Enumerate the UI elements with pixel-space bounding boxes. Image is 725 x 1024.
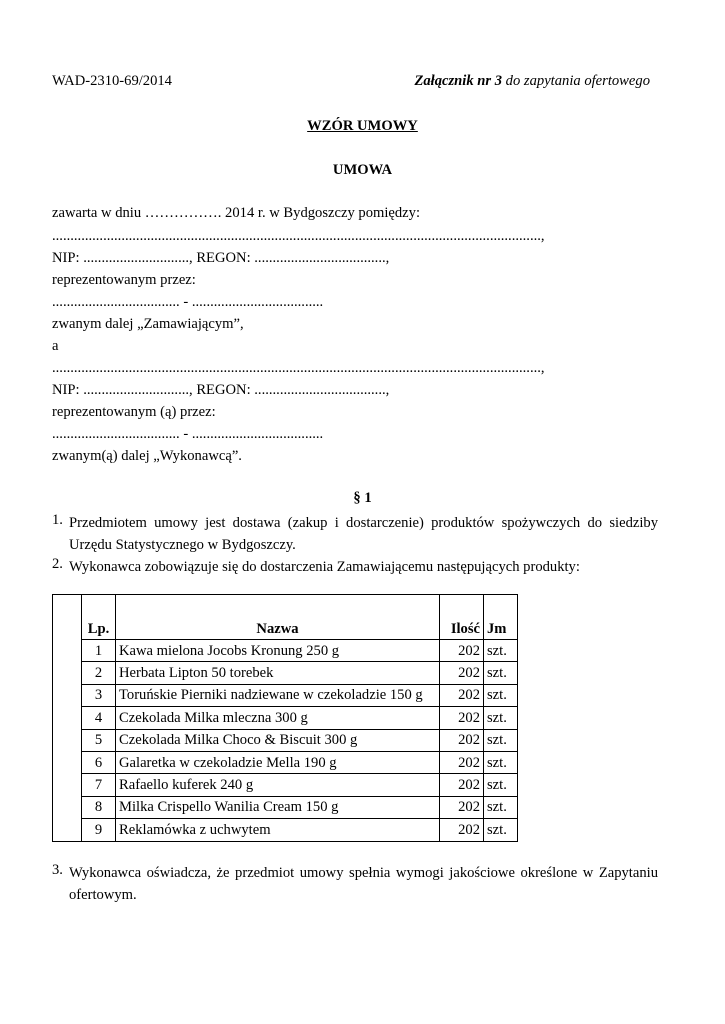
table-row: [53, 684, 518, 706]
table-header-name: Nazwa: [116, 595, 440, 640]
point-text: Wykonawca oświadcza, że przedmiot umowy spełnia wymogi jakościowe określone w Zapytaniu ofertowym.: [69, 865, 658, 903]
table-cell-unit: szt.: [484, 819, 518, 841]
table-row: [53, 662, 518, 684]
table-cell-unit: szt.: [484, 662, 518, 684]
table-cell-quantity: 202: [440, 774, 484, 796]
table-row: [53, 729, 518, 751]
point-1: [52, 512, 658, 556]
table-cell-name: Reklamówka z uchwytem: [116, 819, 440, 841]
table-cell-quantity: 202: [440, 751, 484, 773]
table-cell-lp: 6: [82, 751, 116, 773]
table-header-quantity: Ilość: [440, 595, 484, 640]
table-cell-quantity: 202: [440, 684, 484, 706]
annex-description: do zapytania ofertowego: [502, 73, 650, 89]
point-number: 1.: [52, 512, 63, 528]
table-cell-quantity: 202: [440, 707, 484, 729]
table-cell-name: Herbata Lipton 50 torebek: [116, 662, 440, 684]
point-2: [52, 556, 658, 578]
table-row: [53, 640, 518, 662]
table-cell-lp: 8: [82, 796, 116, 818]
intro-line: ................................... - ....................................: [52, 294, 324, 310]
table-header-unit: Jm: [484, 595, 518, 640]
table-cell-blank: [53, 819, 82, 841]
intro-line: zwanym dalej „Zamawiającym”,: [52, 316, 244, 332]
table-cell-quantity: 202: [440, 662, 484, 684]
table-cell-blank: [53, 662, 82, 684]
table-cell-blank: [53, 640, 82, 662]
table-row: [53, 796, 518, 818]
table-cell-blank: [53, 707, 82, 729]
table-cell-blank: [53, 796, 82, 818]
table-cell-blank: [53, 751, 82, 773]
document-subtitle: UMOWA: [332, 162, 393, 178]
table-cell-lp: 2: [82, 662, 116, 684]
table-row: [53, 751, 518, 773]
table-cell-blank: [53, 774, 82, 796]
intro-line: ......................................................................................................................................,: [52, 228, 545, 244]
table-cell-name: Czekolada Milka Choco & Biscuit 300 g: [116, 729, 440, 751]
table-cell-quantity: 202: [440, 640, 484, 662]
table-cell-unit: szt.: [484, 796, 518, 818]
table-cell-lp: 9: [82, 819, 116, 841]
table-cell-name: Toruńskie Pierniki nadziewane w czekoladzie 150 g: [116, 684, 440, 706]
point-3: [52, 862, 658, 906]
section-heading: § 1: [353, 490, 372, 506]
intro-line: zawarta w dniu ……………. 2014 r. w Bydgoszczy pomiędzy:: [52, 205, 421, 221]
table-cell-name: Milka Crispello Wanilia Cream 150 g: [116, 796, 440, 818]
table-cell-name: Rafaello kuferek 240 g: [116, 774, 440, 796]
intro-line: NIP: ............................., REGON: ....................................,: [52, 382, 390, 398]
table-cell-name: Kawa mielona Jocobs Kronung 250 g: [116, 640, 440, 662]
intro-line: NIP: ............................., REGON: ....................................,: [52, 250, 390, 266]
table-row: [53, 707, 518, 729]
point-number: 2.: [52, 556, 63, 572]
table-cell-unit: szt.: [484, 640, 518, 662]
document-title: WZÓR UMOWY: [307, 118, 418, 134]
table-header-blank: [53, 595, 82, 640]
intro-line: reprezentowanym przez:: [52, 272, 196, 288]
table-row: [53, 819, 518, 841]
point-text: Przedmiotem umowy jest dostawa (zakup i dostarczenie) produktów spożywczych do siedziby Urzędu Statystycznego w Bydgoszczy.: [69, 515, 658, 553]
table-cell-lp: 1: [82, 640, 116, 662]
products-table: [52, 594, 518, 842]
table-cell-unit: szt.: [484, 707, 518, 729]
table-cell-quantity: 202: [440, 819, 484, 841]
point-number: 3.: [52, 862, 63, 878]
intro-line: ................................... - ....................................: [52, 426, 324, 442]
point-text: Wykonawca zobowiązuje się do dostarczenia Zamawiającemu następujących produkty:: [69, 559, 580, 575]
table-cell-lp: 7: [82, 774, 116, 796]
annex-label: [414, 73, 650, 90]
table-cell-unit: szt.: [484, 774, 518, 796]
document-reference: WAD-2310-69/2014: [52, 73, 172, 89]
intro-line: reprezentowanym (ą) przez:: [52, 404, 216, 420]
table-cell-quantity: 202: [440, 729, 484, 751]
table-cell-unit: szt.: [484, 751, 518, 773]
table-header-lp: Lp.: [82, 595, 116, 640]
intro-line: a: [52, 338, 59, 354]
table-cell-lp: 3: [82, 684, 116, 706]
table-cell-blank: [53, 684, 82, 706]
table-header-row: [53, 595, 518, 640]
intro-line: zwanym(ą) dalej „Wykonawcą”.: [52, 448, 242, 464]
table-cell-name: Galaretka w czekoladzie Mella 190 g: [116, 751, 440, 773]
table-cell-quantity: 202: [440, 796, 484, 818]
table-cell-lp: 4: [82, 707, 116, 729]
table-cell-unit: szt.: [484, 729, 518, 751]
table-cell-unit: szt.: [484, 684, 518, 706]
table-cell-blank: [53, 729, 82, 751]
annex-number: Załącznik nr 3: [414, 73, 503, 89]
table-cell-lp: 5: [82, 729, 116, 751]
table-row: [53, 774, 518, 796]
table-cell-name: Czekolada Milka mleczna 300 g: [116, 707, 440, 729]
intro-line: ......................................................................................................................................,: [52, 360, 545, 376]
